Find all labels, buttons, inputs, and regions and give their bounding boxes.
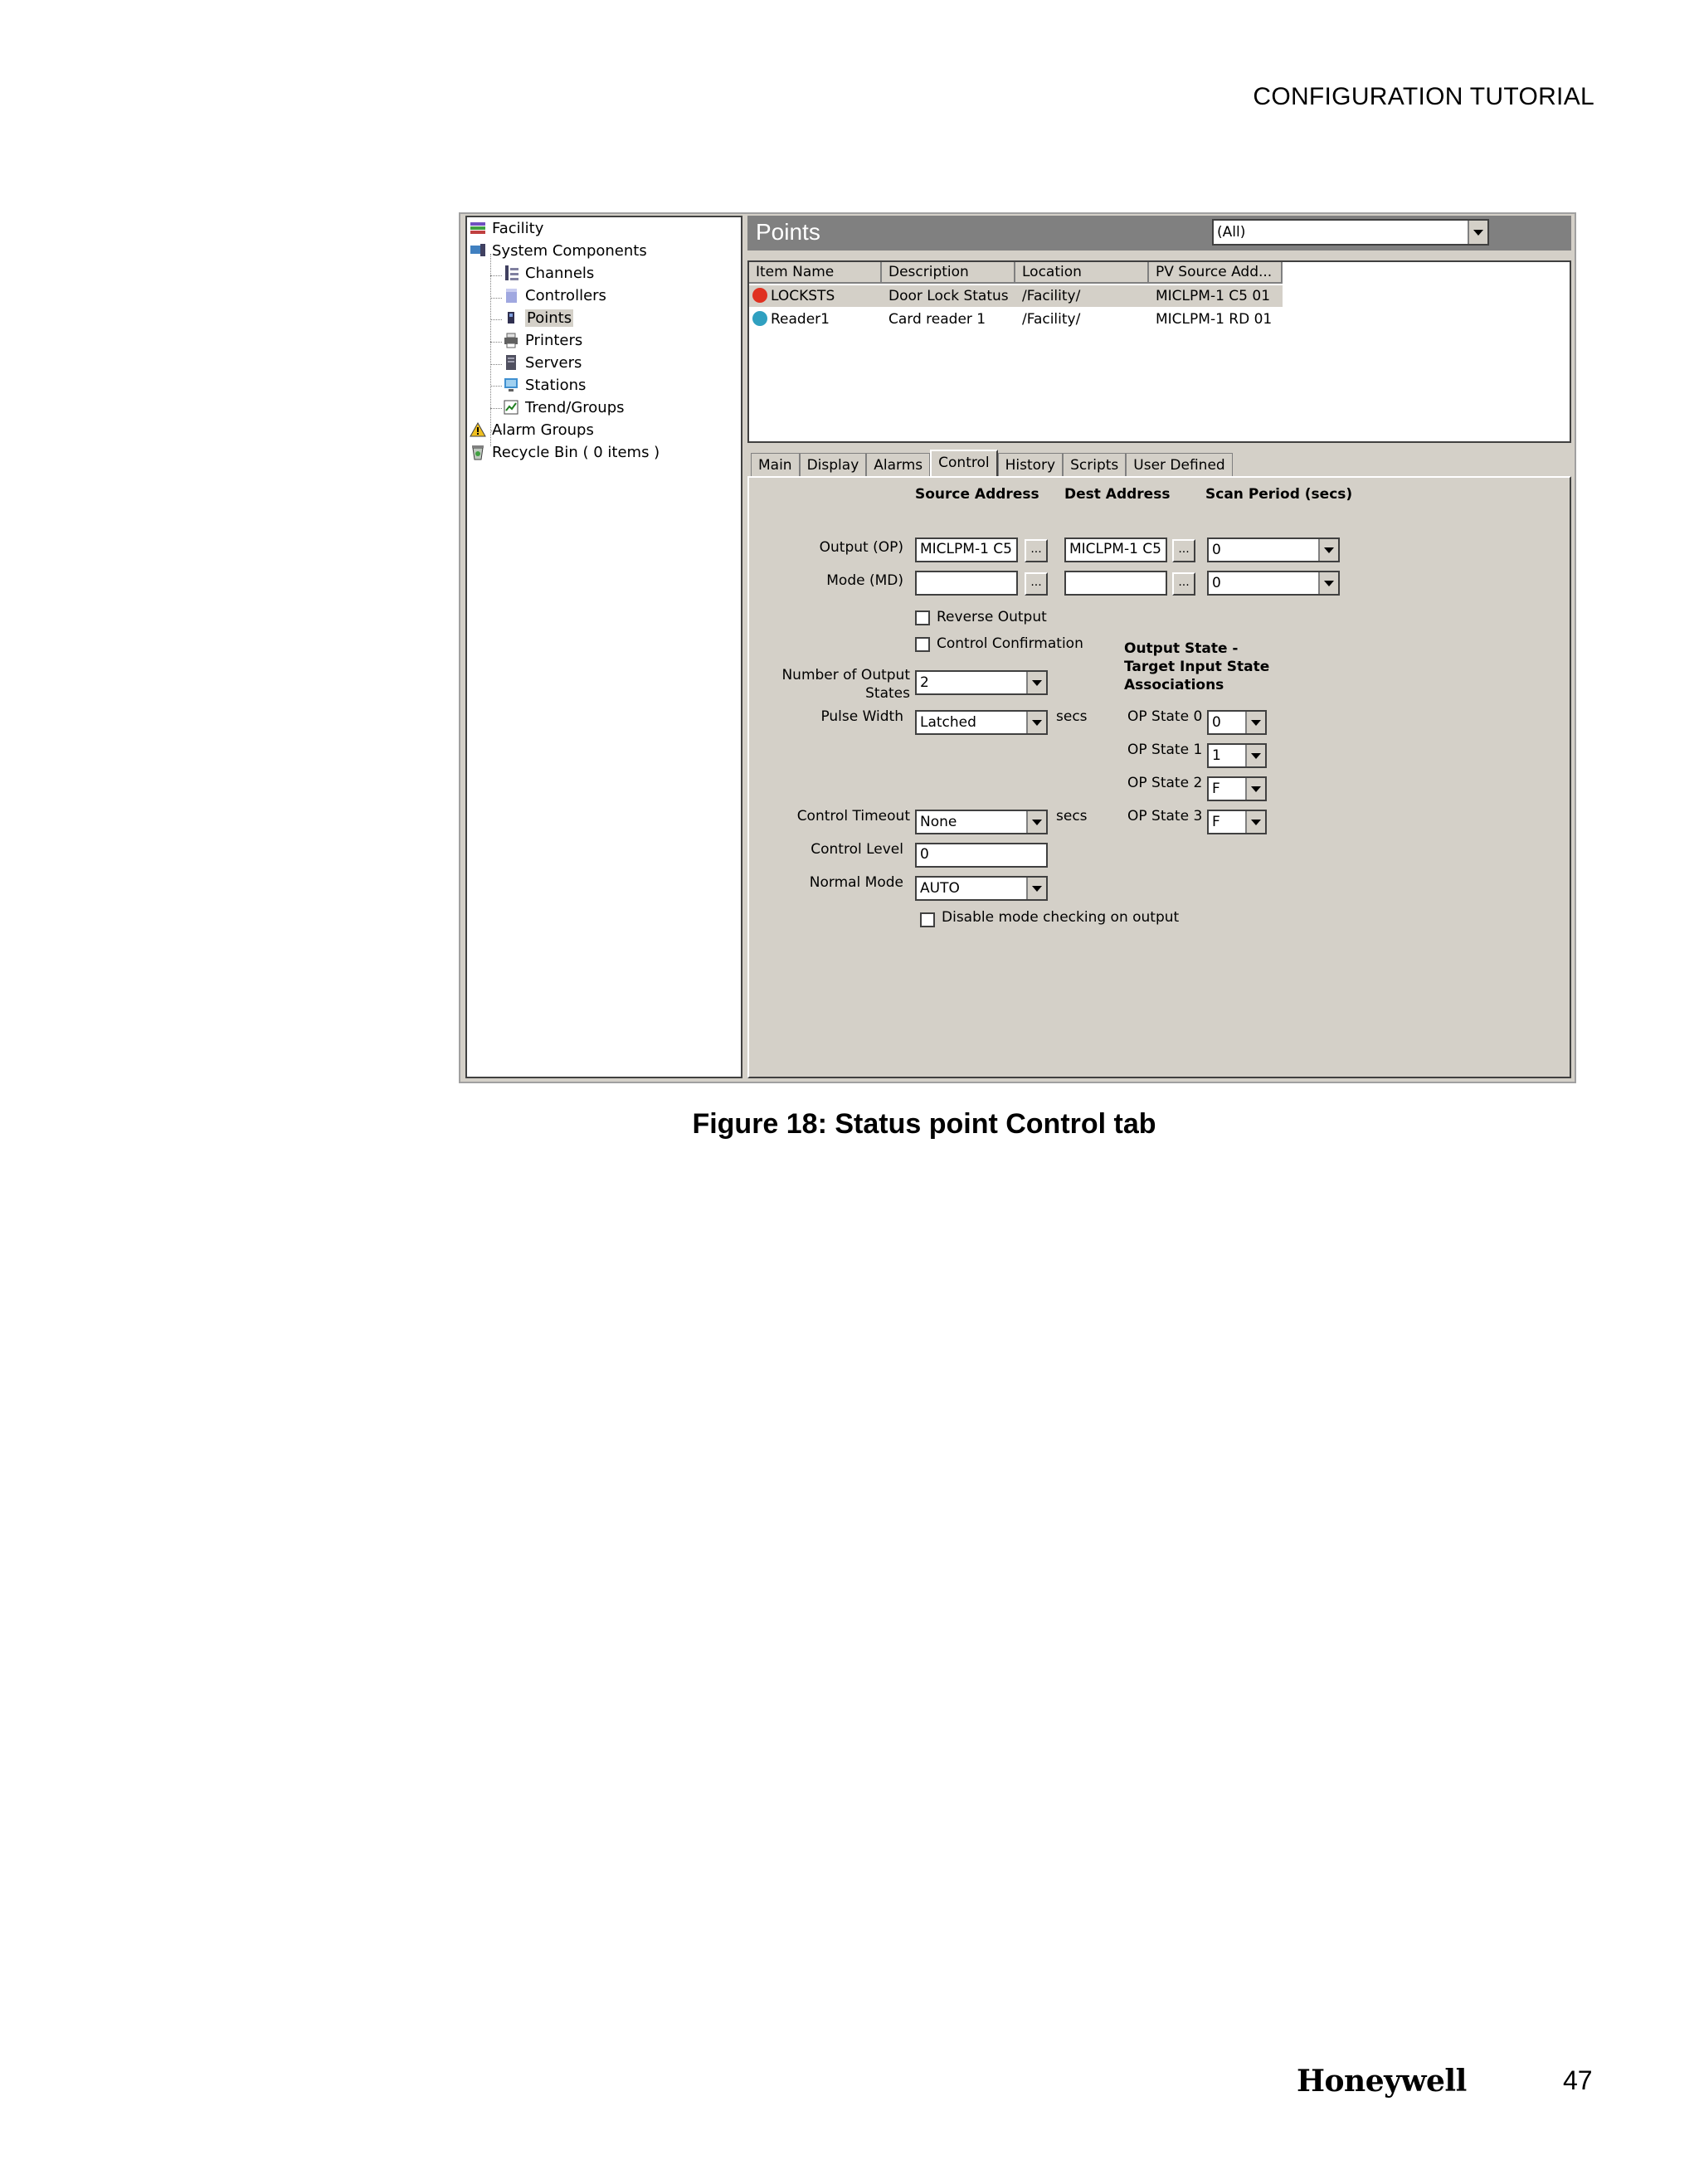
dest-address-header: Dest Address: [1064, 486, 1171, 503]
tree-guide-line: [490, 364, 502, 365]
status-alarm-icon: [752, 288, 767, 303]
chevron-down-icon[interactable]: [1468, 221, 1487, 244]
tree-item-facility[interactable]: Facility: [469, 217, 543, 239]
page-number: 47: [1563, 2065, 1593, 2095]
control-tab-panel: [747, 476, 1571, 1078]
tree-item-alarm-groups[interactable]: Alarm Groups: [469, 419, 594, 440]
column-header-item-name[interactable]: Item Name: [749, 262, 882, 284]
filter-dropdown[interactable]: (All): [1212, 219, 1489, 246]
server-icon: [502, 353, 520, 372]
associations-title-line-1: Output State -: [1124, 640, 1239, 657]
points-title: Points: [756, 219, 820, 245]
tree-item-servers[interactable]: Servers: [502, 352, 582, 373]
recycle-bin-icon: [469, 443, 487, 461]
reverse-output-checkbox[interactable]: [915, 610, 930, 625]
tab-strip: [747, 451, 1233, 476]
points-pane: [747, 216, 1571, 1078]
tree-guide-line: [490, 408, 502, 409]
chevron-down-icon[interactable]: [1026, 672, 1046, 693]
reverse-output-label: Reverse Output: [937, 609, 1047, 625]
tree-item-points[interactable]: Points: [502, 307, 573, 328]
op-state-3-label: OP State 3: [1127, 808, 1203, 824]
control-confirmation-label: Control Confirmation: [937, 635, 1083, 652]
column-header-location[interactable]: Location: [1015, 262, 1149, 284]
chevron-down-icon[interactable]: [1245, 778, 1265, 800]
op-state-0-select[interactable]: 0: [1207, 710, 1267, 735]
control-timeout-select[interactable]: None: [915, 810, 1048, 834]
mode-source-browse-button[interactable]: ...: [1025, 572, 1048, 596]
figure-caption: Figure 18: Status point Control tab: [692, 1108, 1156, 1140]
tab-scripts[interactable]: Scripts: [1063, 453, 1126, 476]
disable-mode-checking-checkbox[interactable]: [920, 912, 935, 927]
pulse-width-label: Pulse Width: [820, 708, 903, 725]
trend-icon: [502, 398, 520, 416]
chevron-down-icon[interactable]: [1245, 745, 1265, 766]
tab-display[interactable]: Display: [800, 453, 867, 476]
mode-scan-period-select[interactable]: 0: [1207, 571, 1340, 596]
tree-item-stations[interactable]: Stations: [502, 374, 586, 396]
table-row[interactable]: LOCKSTS Door Lock Status /Facility/ MICLPM-1 C5 01: [749, 285, 1283, 307]
associations-title-line-2: Target Input State: [1124, 659, 1270, 675]
tab-history[interactable]: History: [998, 453, 1063, 476]
tree-item-channels[interactable]: Channels: [502, 262, 594, 284]
chevron-down-icon[interactable]: [1026, 811, 1046, 833]
control-timeout-label: Control Timeout: [796, 808, 910, 824]
system-components-icon: [469, 241, 487, 260]
mode-dest-browse-button[interactable]: ...: [1172, 572, 1195, 596]
status-normal-icon: [752, 311, 767, 326]
control-timeout-unit: secs: [1056, 808, 1088, 824]
tree-guide-line: [490, 275, 502, 276]
pulse-width-unit: secs: [1056, 708, 1088, 725]
station-icon: [502, 376, 520, 394]
points-icon: [502, 309, 520, 327]
tree-guide-line: [490, 386, 502, 387]
tree-guide-line: [490, 319, 502, 320]
op-state-3-select[interactable]: F: [1207, 810, 1267, 834]
tab-main[interactable]: Main: [751, 453, 800, 476]
op-state-0-label: OP State 0: [1127, 708, 1203, 725]
output-dest-browse-button[interactable]: ...: [1172, 539, 1195, 562]
associations-title-line-3: Associations: [1124, 677, 1224, 693]
num-output-states-select[interactable]: 2: [915, 670, 1048, 695]
tree-guide-line: [490, 254, 491, 446]
output-source-field[interactable]: MICLPM-1 C5: [915, 537, 1018, 562]
table-row[interactable]: Reader1 Card reader 1 /Facility/ MICLPM-1 RD 01: [749, 309, 1283, 330]
printer-icon: [502, 331, 520, 349]
op-state-1-label: OP State 1: [1127, 742, 1203, 758]
honeywell-logo: Honeywell: [1297, 2064, 1467, 2099]
alarm-icon: [469, 421, 487, 439]
source-address-header: Source Address: [915, 486, 1039, 503]
list-header: [749, 262, 1283, 284]
tab-user-defined[interactable]: User Defined: [1126, 453, 1232, 476]
num-output-states-label-line-2: States: [865, 685, 910, 702]
points-header: [747, 216, 1571, 251]
normal-mode-label: Normal Mode: [809, 874, 903, 891]
num-output-states-label-line-1: Number of Output: [781, 667, 910, 683]
chevron-down-icon[interactable]: [1245, 811, 1265, 833]
channels-icon: [502, 264, 520, 282]
scan-period-header: Scan Period (secs): [1205, 486, 1353, 503]
output-source-browse-button[interactable]: ...: [1025, 539, 1048, 562]
column-header-pv-source[interactable]: PV Source Add...: [1149, 262, 1283, 284]
tree-item-trend-groups[interactable]: Trend/Groups: [502, 396, 625, 418]
tab-control[interactable]: Control: [930, 450, 997, 476]
pulse-width-select[interactable]: Latched: [915, 710, 1048, 735]
page-header: CONFIGURATION TUTORIAL: [1253, 83, 1594, 110]
output-label: Output (OP): [819, 539, 903, 556]
op-state-2-label: OP State 2: [1127, 775, 1203, 791]
output-scan-period-select[interactable]: 0: [1207, 537, 1340, 562]
tree-item-system-components[interactable]: System Components: [469, 240, 647, 261]
control-level-field[interactable]: 0: [915, 843, 1048, 868]
facility-icon: [469, 219, 487, 237]
chevron-down-icon[interactable]: [1318, 572, 1338, 594]
column-header-description[interactable]: Description: [882, 262, 1015, 284]
op-state-2-select[interactable]: F: [1207, 776, 1267, 801]
controllers-icon: [502, 286, 520, 304]
chevron-down-icon[interactable]: [1245, 712, 1265, 733]
tab-alarms[interactable]: Alarms: [866, 453, 930, 476]
tree-item-recycle-bin[interactable]: Recycle Bin ( 0 items ): [469, 441, 660, 463]
normal-mode-select[interactable]: AUTO: [915, 876, 1048, 901]
chevron-down-icon[interactable]: [1026, 878, 1046, 899]
tree-item-controllers[interactable]: Controllers: [502, 285, 606, 306]
control-confirmation-checkbox[interactable]: [915, 637, 930, 652]
tree-guide-line: [490, 298, 502, 299]
points-list: [747, 260, 1571, 443]
chevron-down-icon[interactable]: [1318, 539, 1338, 561]
application-screenshot: [459, 212, 1576, 1083]
mode-source-field[interactable]: [915, 571, 1018, 596]
mode-dest-field[interactable]: [1064, 571, 1167, 596]
tree-item-printers[interactable]: Printers: [502, 329, 582, 351]
mode-label: Mode (MD): [826, 572, 903, 589]
op-state-1-select[interactable]: 1: [1207, 743, 1267, 768]
tree-guide-line: [490, 342, 502, 343]
disable-mode-checking-label: Disable mode checking on output: [942, 909, 1180, 926]
output-dest-field[interactable]: MICLPM-1 C5: [1064, 537, 1167, 562]
control-level-label: Control Level: [811, 841, 903, 858]
navigation-tree: [465, 216, 742, 1078]
chevron-down-icon[interactable]: [1026, 712, 1046, 733]
